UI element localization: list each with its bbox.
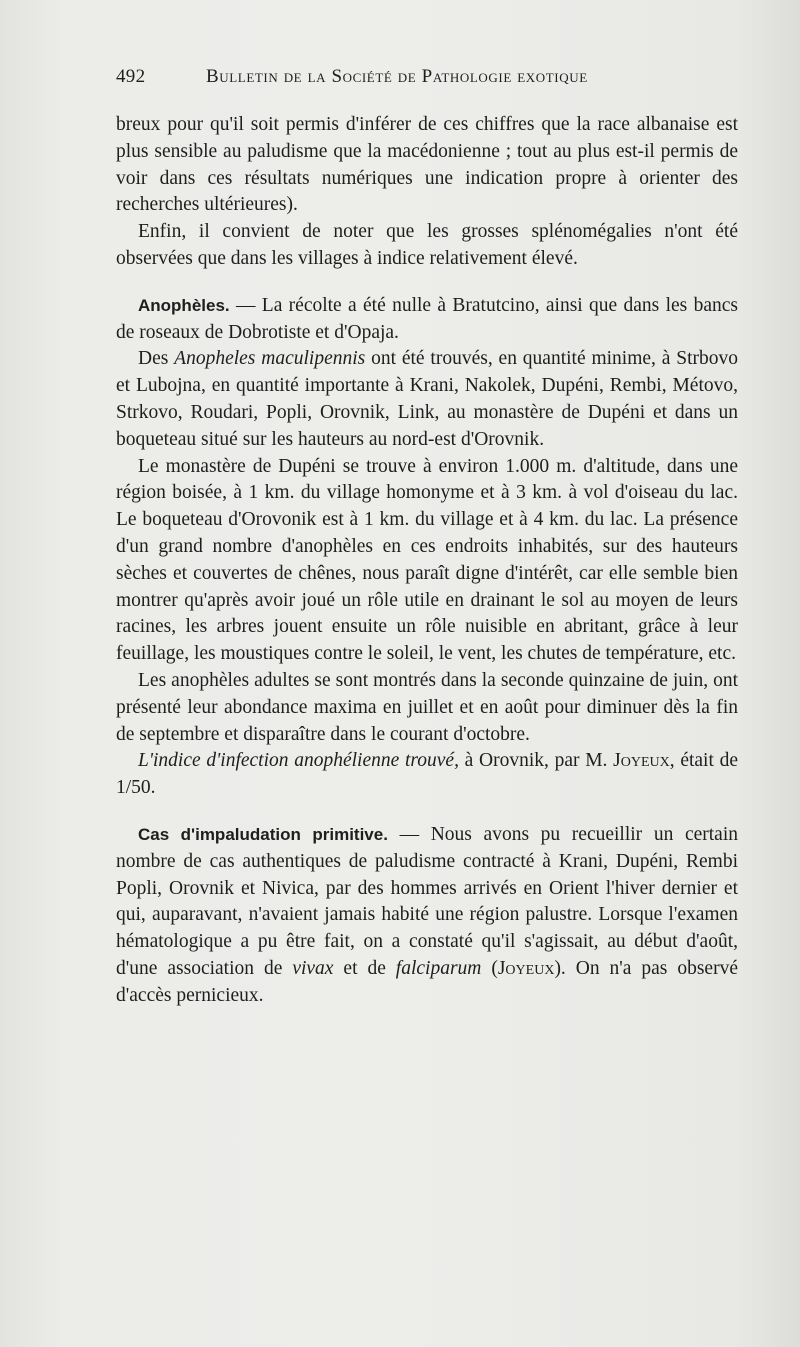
running-header: [116, 66, 676, 88]
paragraph: Enfin, il convient de noter que les grosses splénomégalies n'ont été observées que dans les villages à indice relativement élevé.: [116, 221, 738, 269]
author-name: Joyeux: [613, 750, 670, 772]
text-run: (: [481, 957, 498, 979]
species-name: vivax: [292, 957, 334, 979]
page-number: 492: [116, 66, 146, 87]
italic-phrase: L'indice d'infection anophélienne trouvé,: [138, 750, 459, 772]
text-run: ont été trouvés, en quantité minime, à Strbovo et Lubojna, en quantité importante à Krani, Nakolek, Dupéni, Rembi, Métovo, Strkovo, Roudari, Popli, Orovnik, Link, au monastère de Dupéni et dans un boqueteau situé sur les hauteurs au nord-est d'Orovnik.: [116, 348, 738, 450]
species-name: falciparum: [395, 957, 482, 979]
paragraph: [116, 346, 738, 453]
text-run: Des: [138, 348, 175, 370]
text-run: , était de 1/50.: [116, 750, 739, 799]
body-text: [116, 112, 738, 1010]
text-run: ). On n'a pas observé d'accès pernicieux.: [116, 957, 738, 1006]
paragraph: Le monastère de Dupéni se trouve à environ 1.000 m. d'altitude, dans une région boisée, à 1 km. du village homonyme et à 3 km. à vol d'oiseau du lac. Le boqueteau d'Orovonik est à 1 km. du village et à 4 km. du lac. La présence d'un grand nombre d'anophèles en ces endroits inhabités, sur des hauteurs sèches et couvertes de chênes, nous paraît digne d'intérêt, car elle semble bien montrer qu'après avoir joué un rôle utile en drainant le sol au moyen de leurs racines, les arbres jouent ensuite un rôle nuisible en abritant, grâce à leur feuillage, les moustiques contre le soleil, le vent, les chutes de température, etc.: [116, 455, 738, 665]
section-heading: Anophèles.: [138, 295, 230, 315]
text-run: et de: [333, 957, 396, 979]
paragraph-anopheles: [116, 293, 738, 347]
paragraph: breux pour qu'il soit permis d'inférer de ces chiffres que la race albanaise est plus sensible au paludisme que la macédonienne ; tout au plus est-il permis de voir dans ces résultats numériques une indication propre à orienter des recherches ultérieures).: [116, 114, 738, 216]
paragraph-cas-impaludation: [116, 822, 738, 1010]
text-run: — Nous avons pu recueillir un certain nombre de cas authentiques de paludisme contracté à Krani, Dupéni, Rembi Popli, Orovnik et Nivica, par des hommes arrivés en Orient l'hiver dernier et qui, auparavant, n'avaient jamais habité une région palustre. Lorsque l'examen hématologique a pu être fait, on a constaté qu'il s'agissait, au début d'août, d'une association de: [116, 823, 738, 979]
paragraph-text: — La récolte a été nulle à Bratutcino, ainsi que dans les bancs de roseaux de Dobrotiste et d'Opaja.: [116, 294, 738, 343]
section-heading: Cas d'impaludation primitive.: [138, 824, 388, 844]
text-run: à Orovnik, par M.: [458, 750, 614, 772]
paragraph: Les anophèles adultes se sont montrés dans la seconde quinzaine de juin, ont présenté leur abondance maxima en juillet et en août pour diminuer dès la fin de septembre et disparaître dans le courant d'octobre.: [116, 669, 738, 745]
paragraph: [116, 748, 738, 802]
species-name: Anopheles maculipennis: [174, 348, 366, 370]
author-name: Joyeux: [497, 957, 555, 979]
journal-title: Bulletin de la Société de Pathologie exotique: [206, 66, 588, 87]
